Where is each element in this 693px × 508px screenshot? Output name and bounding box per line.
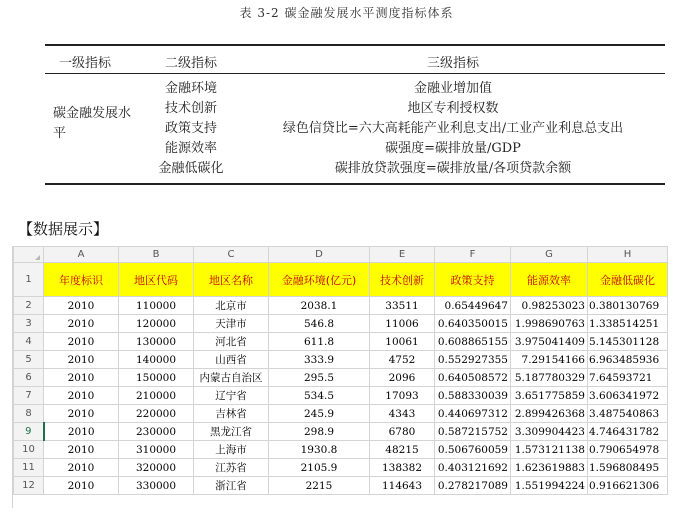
data-cell[interactable]: 0.278217089: [435, 477, 511, 495]
data-cell[interactable]: 6780: [370, 423, 435, 441]
data-cell[interactable]: 0.65449647: [435, 297, 511, 315]
table-caption: 表 3-2 碳金融发展水平测度指标体系: [239, 6, 454, 20]
data-cell[interactable]: 上海市: [194, 441, 269, 459]
data-cell[interactable]: 2096: [370, 369, 435, 387]
row-number[interactable]: 9: [14, 423, 44, 441]
header-cell[interactable]: 政策支持: [435, 263, 511, 297]
data-cell[interactable]: 河北省: [194, 333, 269, 351]
data-cell[interactable]: 2010: [44, 405, 119, 423]
header-cell[interactable]: 能源效率: [511, 263, 588, 297]
data-cell[interactable]: 114643: [370, 477, 435, 495]
level2-indicator: 政策支持: [164, 121, 217, 136]
column-header[interactable]: B: [119, 247, 194, 263]
top-rule: [45, 44, 665, 46]
data-cell[interactable]: 48215: [370, 441, 435, 459]
spreadsheet-table: [13, 246, 668, 495]
table-row: [14, 459, 668, 477]
data-cell[interactable]: 2010: [44, 387, 119, 405]
level3-indicator: 地区专利授权数: [407, 101, 499, 116]
table-row: [14, 369, 668, 387]
data-cell[interactable]: 6.963485936: [588, 351, 668, 369]
data-cell[interactable]: 295.5: [269, 369, 370, 387]
data-cell[interactable]: 2215: [269, 477, 370, 495]
data-cell[interactable]: 210000: [119, 387, 194, 405]
indicator-row: [45, 100, 665, 118]
data-cell[interactable]: 吉林省: [194, 405, 269, 423]
data-cell[interactable]: 130000: [119, 333, 194, 351]
data-cell[interactable]: 138382: [370, 459, 435, 477]
level3-indicator: 绿色信贷比=六大高耗能产业利息支出/工业产业利息总支出: [282, 121, 624, 136]
column-header[interactable]: H: [588, 247, 668, 263]
data-cell[interactable]: 546.8: [269, 315, 370, 333]
row-number[interactable]: 7: [14, 387, 44, 405]
data-cell[interactable]: 0.916621306: [588, 477, 668, 495]
data-cell[interactable]: 黑龙江省: [194, 423, 269, 441]
data-header-row: [14, 263, 668, 297]
row-number[interactable]: 5: [14, 351, 44, 369]
data-cell[interactable]: 山西省: [194, 351, 269, 369]
data-cell[interactable]: 5.145301128: [588, 333, 668, 351]
data-cell[interactable]: 4343: [370, 405, 435, 423]
section-title: 【数据展示】: [18, 220, 109, 238]
data-cell[interactable]: 333.9: [269, 351, 370, 369]
data-cell[interactable]: 2038.1: [269, 297, 370, 315]
data-cell[interactable]: 0.98253023: [511, 297, 588, 315]
spreadsheet-grid[interactable]: [12, 246, 693, 508]
level2-indicator: 金融环境: [164, 81, 217, 96]
data-cell[interactable]: 2105.9: [269, 459, 370, 477]
column-header[interactable]: F: [435, 247, 511, 263]
data-cell[interactable]: 330000: [119, 477, 194, 495]
data-cell[interactable]: 3.975041409: [511, 333, 588, 351]
data-cell[interactable]: 2010: [44, 441, 119, 459]
data-cell[interactable]: 3.651775859: [511, 387, 588, 405]
data-cell[interactable]: 江苏省: [194, 459, 269, 477]
data-cell[interactable]: 2010: [44, 333, 119, 351]
header-cell[interactable]: 地区名称: [194, 263, 269, 297]
data-cell[interactable]: 0.640508572: [435, 369, 511, 387]
data-cell[interactable]: 3.487540863: [588, 405, 668, 423]
data-cell[interactable]: 17093: [370, 387, 435, 405]
data-cell[interactable]: 0.380130769: [588, 297, 668, 315]
level2-indicator: 技术创新: [164, 101, 217, 116]
table-row: [14, 333, 668, 351]
data-cell[interactable]: 320000: [119, 459, 194, 477]
table-row: [14, 423, 668, 441]
data-cell[interactable]: 2010: [44, 423, 119, 441]
indicator-table-header: [45, 52, 665, 72]
data-cell[interactable]: 0.506760059: [435, 441, 511, 459]
data-cell[interactable]: 0.790654978: [588, 441, 668, 459]
row-number[interactable]: 4: [14, 333, 44, 351]
level2-indicator: 能源效率: [164, 141, 217, 156]
data-cell[interactable]: 1.573121138: [511, 441, 588, 459]
data-cell[interactable]: 浙江省: [194, 477, 269, 495]
data-cell[interactable]: 1.551994224: [511, 477, 588, 495]
data-cell[interactable]: 0.640350015: [435, 315, 511, 333]
level1-indicator: 碳金融发展水平: [53, 106, 132, 141]
data-cell[interactable]: 2010: [44, 315, 119, 333]
table-row: [14, 351, 668, 369]
row-number[interactable]: 2: [14, 297, 44, 315]
data-cell[interactable]: 1.998690763: [511, 315, 588, 333]
data-cell[interactable]: 140000: [119, 351, 194, 369]
data-cell[interactable]: 534.5: [269, 387, 370, 405]
header-cell[interactable]: 金融环境(亿元): [269, 263, 370, 297]
header-cell[interactable]: 金融低碳化: [588, 263, 668, 297]
indicator-row: [45, 160, 665, 178]
data-cell[interactable]: 0.552927355: [435, 351, 511, 369]
indicator-row: [45, 80, 665, 98]
data-cell[interactable]: 0.608865155: [435, 333, 511, 351]
data-cell[interactable]: 11006: [370, 315, 435, 333]
mid-rule: [45, 73, 665, 74]
row-number[interactable]: 3: [14, 315, 44, 333]
data-cell[interactable]: 150000: [119, 369, 194, 387]
data-cell[interactable]: 3.606341972: [588, 387, 668, 405]
header-cell[interactable]: 技术创新: [370, 263, 435, 297]
data-cell[interactable]: 1.338514251: [588, 315, 668, 333]
data-cell[interactable]: 220000: [119, 405, 194, 423]
column-header[interactable]: G: [511, 247, 588, 263]
data-cell[interactable]: 611.8: [269, 333, 370, 351]
data-cell[interactable]: 5.187780329: [511, 369, 588, 387]
data-cell[interactable]: 0.588330039: [435, 387, 511, 405]
table-row: [14, 441, 668, 459]
bottom-rule: [45, 183, 665, 185]
data-rows: [14, 297, 668, 495]
column-header[interactable]: D: [269, 247, 370, 263]
data-cell[interactable]: 2010: [44, 477, 119, 495]
data-cell[interactable]: 北京市: [194, 297, 269, 315]
data-cell[interactable]: 3.309904423: [511, 423, 588, 441]
data-cell[interactable]: 2010: [44, 369, 119, 387]
data-cell[interactable]: 7.29154166: [511, 351, 588, 369]
header-cell[interactable]: 年度标识: [44, 263, 119, 297]
column-header[interactable]: E: [370, 247, 435, 263]
table-row: [14, 477, 668, 495]
data-cell[interactable]: 230000: [119, 423, 194, 441]
level3-indicator: 碳排放贷款强度=碳排放量/各项贷款余额: [334, 161, 572, 176]
data-cell[interactable]: 120000: [119, 315, 194, 333]
data-cell[interactable]: 2010: [44, 297, 119, 315]
data-cell[interactable]: 4752: [370, 351, 435, 369]
data-cell[interactable]: 0.440697312: [435, 405, 511, 423]
data-cell[interactable]: 33511: [370, 297, 435, 315]
level3-indicator: 碳强度=碳排放量/GDP: [385, 141, 521, 156]
data-cell[interactable]: 298.9: [269, 423, 370, 441]
select-all-corner[interactable]: [14, 247, 44, 263]
row-number[interactable]: 12: [14, 477, 44, 495]
row-number[interactable]: 6: [14, 369, 44, 387]
data-cell[interactable]: 2010: [44, 459, 119, 477]
column-header-row: [14, 247, 668, 263]
table-row: [14, 297, 668, 315]
data-cell[interactable]: 245.9: [269, 405, 370, 423]
indicator-row: [45, 140, 665, 158]
table-row: [14, 315, 668, 333]
data-cell[interactable]: 2.899426368: [511, 405, 588, 423]
header-cell[interactable]: 地区代码: [119, 263, 194, 297]
level3-indicator: 金融业增加值: [413, 81, 492, 96]
header-level3: 三级指标: [426, 56, 479, 71]
data-cell[interactable]: 4.746431782: [588, 423, 668, 441]
data-cell[interactable]: 2010: [44, 351, 119, 369]
column-header[interactable]: C: [194, 247, 269, 263]
indicator-table-body: [45, 80, 665, 180]
data-cell[interactable]: 110000: [119, 297, 194, 315]
row-number[interactable]: 1: [14, 263, 44, 297]
level2-indicator: 金融低碳化: [158, 161, 224, 176]
data-cell[interactable]: 7.64593721: [588, 369, 668, 387]
table-row: [14, 387, 668, 405]
header-level2: 二级指标: [164, 56, 217, 71]
column-header[interactable]: A: [44, 247, 119, 263]
data-cell[interactable]: 1.596808495: [588, 459, 668, 477]
row-number[interactable]: 10: [14, 441, 44, 459]
data-cell[interactable]: 内蒙古自治区: [194, 369, 269, 387]
indicator-row: [45, 120, 665, 138]
data-cell[interactable]: 辽宁省: [194, 387, 269, 405]
table-row: [14, 405, 668, 423]
data-cell[interactable]: 1.623619883: [511, 459, 588, 477]
data-cell[interactable]: 0.587215752: [435, 423, 511, 441]
data-cell[interactable]: 10061: [370, 333, 435, 351]
header-level1: 一级指标: [59, 56, 112, 71]
row-number[interactable]: 11: [14, 459, 44, 477]
data-cell[interactable]: 1930.8: [269, 441, 370, 459]
data-cell[interactable]: 天津市: [194, 315, 269, 333]
row-number[interactable]: 8: [14, 405, 44, 423]
data-cell[interactable]: 310000: [119, 441, 194, 459]
data-cell[interactable]: 0.403121692: [435, 459, 511, 477]
